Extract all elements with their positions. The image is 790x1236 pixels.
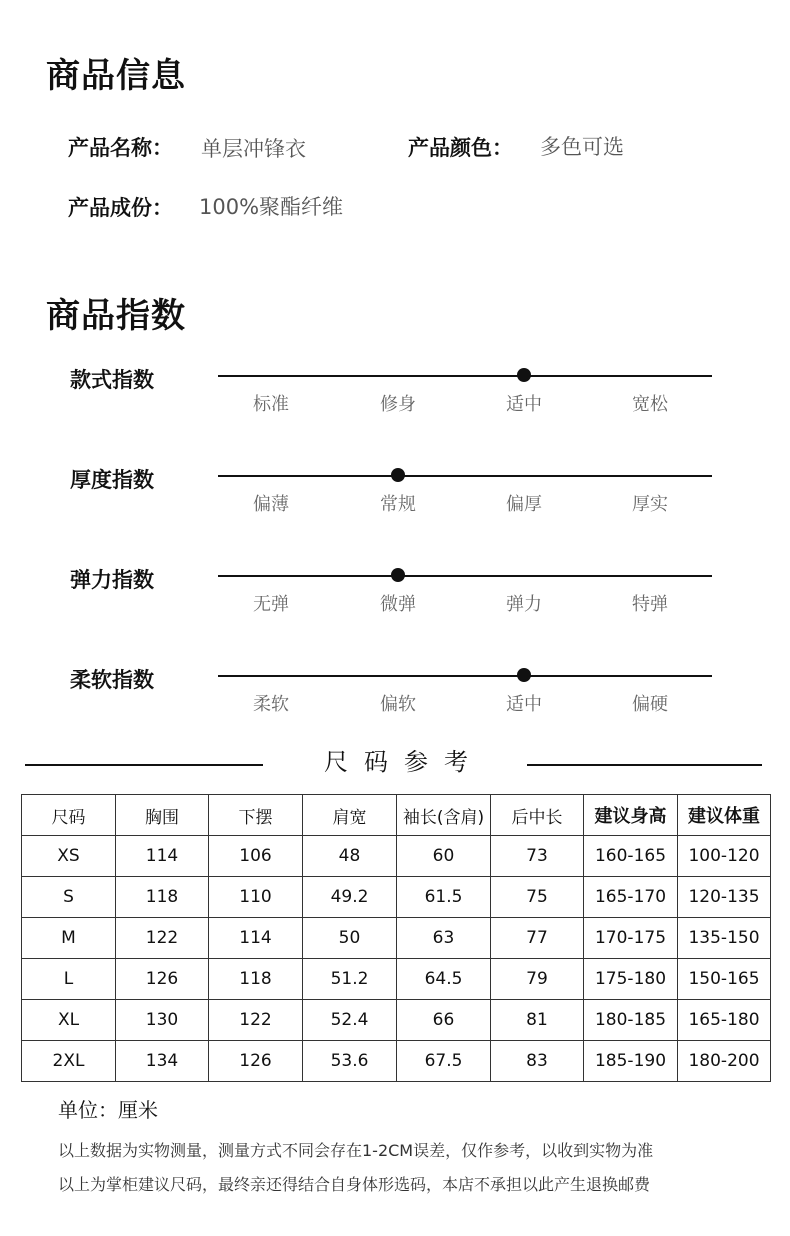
- table-cell: 61.5: [397, 877, 491, 918]
- table-cell: 118: [209, 959, 303, 1000]
- size-table-header-cell: 袖长(含肩): [397, 795, 491, 836]
- index-option: 适中: [506, 394, 542, 415]
- index-option: 偏硬: [632, 694, 668, 715]
- index-label: 柔软指数: [70, 668, 154, 692]
- index-option: 宽松: [632, 394, 668, 415]
- product-material-value: 100%聚酯纤维: [199, 195, 344, 219]
- table-cell: 110: [209, 877, 303, 918]
- table-cell: 73: [491, 836, 584, 877]
- index-option: 无弹: [253, 594, 289, 615]
- size-advice-note: 以上为掌柜建议尺码，最终亲还得结合自身体形选码，本店不承担以此产生退换邮费: [58, 1175, 651, 1194]
- table-cell: 160-165: [584, 836, 678, 877]
- table-cell: 165-180: [678, 1000, 771, 1041]
- table-cell: 100-120: [678, 836, 771, 877]
- table-cell: 180-185: [584, 1000, 678, 1041]
- product-index-title: 商品指数: [46, 296, 186, 336]
- index-option: 修身: [380, 394, 416, 415]
- table-row: [22, 918, 771, 959]
- table-row: [22, 836, 771, 877]
- table-cell: 165-170: [584, 877, 678, 918]
- table-cell: 175-180: [584, 959, 678, 1000]
- index-option: 偏厚: [506, 494, 542, 515]
- table-cell: XL: [22, 1000, 116, 1041]
- table-row: [22, 877, 771, 918]
- table-cell: 120-135: [678, 877, 771, 918]
- table-cell: L: [22, 959, 116, 1000]
- table-cell: 51.2: [303, 959, 397, 1000]
- index-option: 厚实: [632, 494, 668, 515]
- table-cell: XS: [22, 836, 116, 877]
- product-material-label: 产品成份：: [68, 196, 173, 220]
- index-option: 微弹: [380, 594, 416, 615]
- title-rule-right: [527, 764, 762, 766]
- table-cell: 126: [209, 1041, 303, 1082]
- index-option: 特弹: [632, 594, 668, 615]
- index-marker-dot: [517, 668, 531, 682]
- table-row: [22, 1041, 771, 1082]
- table-cell: 114: [209, 918, 303, 959]
- index-option: 偏薄: [253, 494, 289, 515]
- size-table-header-cell: 尺码: [22, 795, 116, 836]
- measurement-note: 以上数据为实物测量，测量方式不同会存在1-2CM误差，仅作参考，以收到实物为准: [58, 1141, 654, 1160]
- table-cell: 77: [491, 918, 584, 959]
- index-marker-dot: [391, 468, 405, 482]
- title-rule-left: [25, 764, 263, 766]
- table-cell: 122: [209, 1000, 303, 1041]
- index-marker-dot: [391, 568, 405, 582]
- index-option: 标准: [253, 394, 289, 415]
- product-name-value: 单层冲锋衣: [201, 137, 306, 161]
- index-label: 款式指数: [70, 368, 154, 392]
- index-option: 常规: [380, 494, 416, 515]
- table-cell: 134: [116, 1041, 209, 1082]
- table-cell: 66: [397, 1000, 491, 1041]
- table-cell: 118: [116, 877, 209, 918]
- product-info-title: 商品信息: [46, 56, 186, 96]
- index-track: [218, 675, 712, 677]
- table-cell: 150-165: [678, 959, 771, 1000]
- product-color-label: 产品颜色：: [408, 136, 513, 160]
- table-cell: 52.4: [303, 1000, 397, 1041]
- table-cell: 135-150: [678, 918, 771, 959]
- table-cell: 67.5: [397, 1041, 491, 1082]
- table-cell: 48: [303, 836, 397, 877]
- table-cell: 64.5: [397, 959, 491, 1000]
- size-table-header-cell: 建议体重: [678, 795, 771, 836]
- table-cell: 2XL: [22, 1041, 116, 1082]
- size-chart-title: 尺码参考: [324, 748, 484, 776]
- index-track: [218, 475, 712, 477]
- table-cell: 49.2: [303, 877, 397, 918]
- product-name-label: 产品名称：: [68, 136, 173, 160]
- index-label: 弹力指数: [70, 568, 154, 592]
- index-marker-dot: [517, 368, 531, 382]
- table-cell: 53.6: [303, 1041, 397, 1082]
- table-cell: 79: [491, 959, 584, 1000]
- size-table-header-cell: 建议身高: [584, 795, 678, 836]
- table-cell: 50: [303, 918, 397, 959]
- table-cell: 75: [491, 877, 584, 918]
- table-cell: M: [22, 918, 116, 959]
- index-option: 偏软: [380, 694, 416, 715]
- size-table-header: [22, 795, 771, 836]
- unit-label: 单位：厘米: [58, 1098, 158, 1122]
- table-cell: 170-175: [584, 918, 678, 959]
- table-row: [22, 959, 771, 1000]
- table-cell: 126: [116, 959, 209, 1000]
- table-cell: 180-200: [678, 1041, 771, 1082]
- table-cell: 185-190: [584, 1041, 678, 1082]
- index-option: 弹力: [506, 594, 542, 615]
- table-cell: 114: [116, 836, 209, 877]
- size-table: [21, 794, 771, 1082]
- index-label: 厚度指数: [70, 468, 154, 492]
- table-cell: 130: [116, 1000, 209, 1041]
- size-table-header-cell: 下摆: [209, 795, 303, 836]
- table-cell: 81: [491, 1000, 584, 1041]
- table-cell: 60: [397, 836, 491, 877]
- index-option: 适中: [506, 694, 542, 715]
- index-track: [218, 375, 712, 377]
- size-table-header-cell: 肩宽: [303, 795, 397, 836]
- table-cell: S: [22, 877, 116, 918]
- table-row: [22, 1000, 771, 1041]
- product-color-value: 多色可选: [540, 135, 624, 159]
- table-cell: 63: [397, 918, 491, 959]
- index-track: [218, 575, 712, 577]
- table-cell: 106: [209, 836, 303, 877]
- index-option: 柔软: [253, 694, 289, 715]
- table-cell: 122: [116, 918, 209, 959]
- size-table-header-cell: 后中长: [491, 795, 584, 836]
- table-cell: 83: [491, 1041, 584, 1082]
- size-table-header-cell: 胸围: [116, 795, 209, 836]
